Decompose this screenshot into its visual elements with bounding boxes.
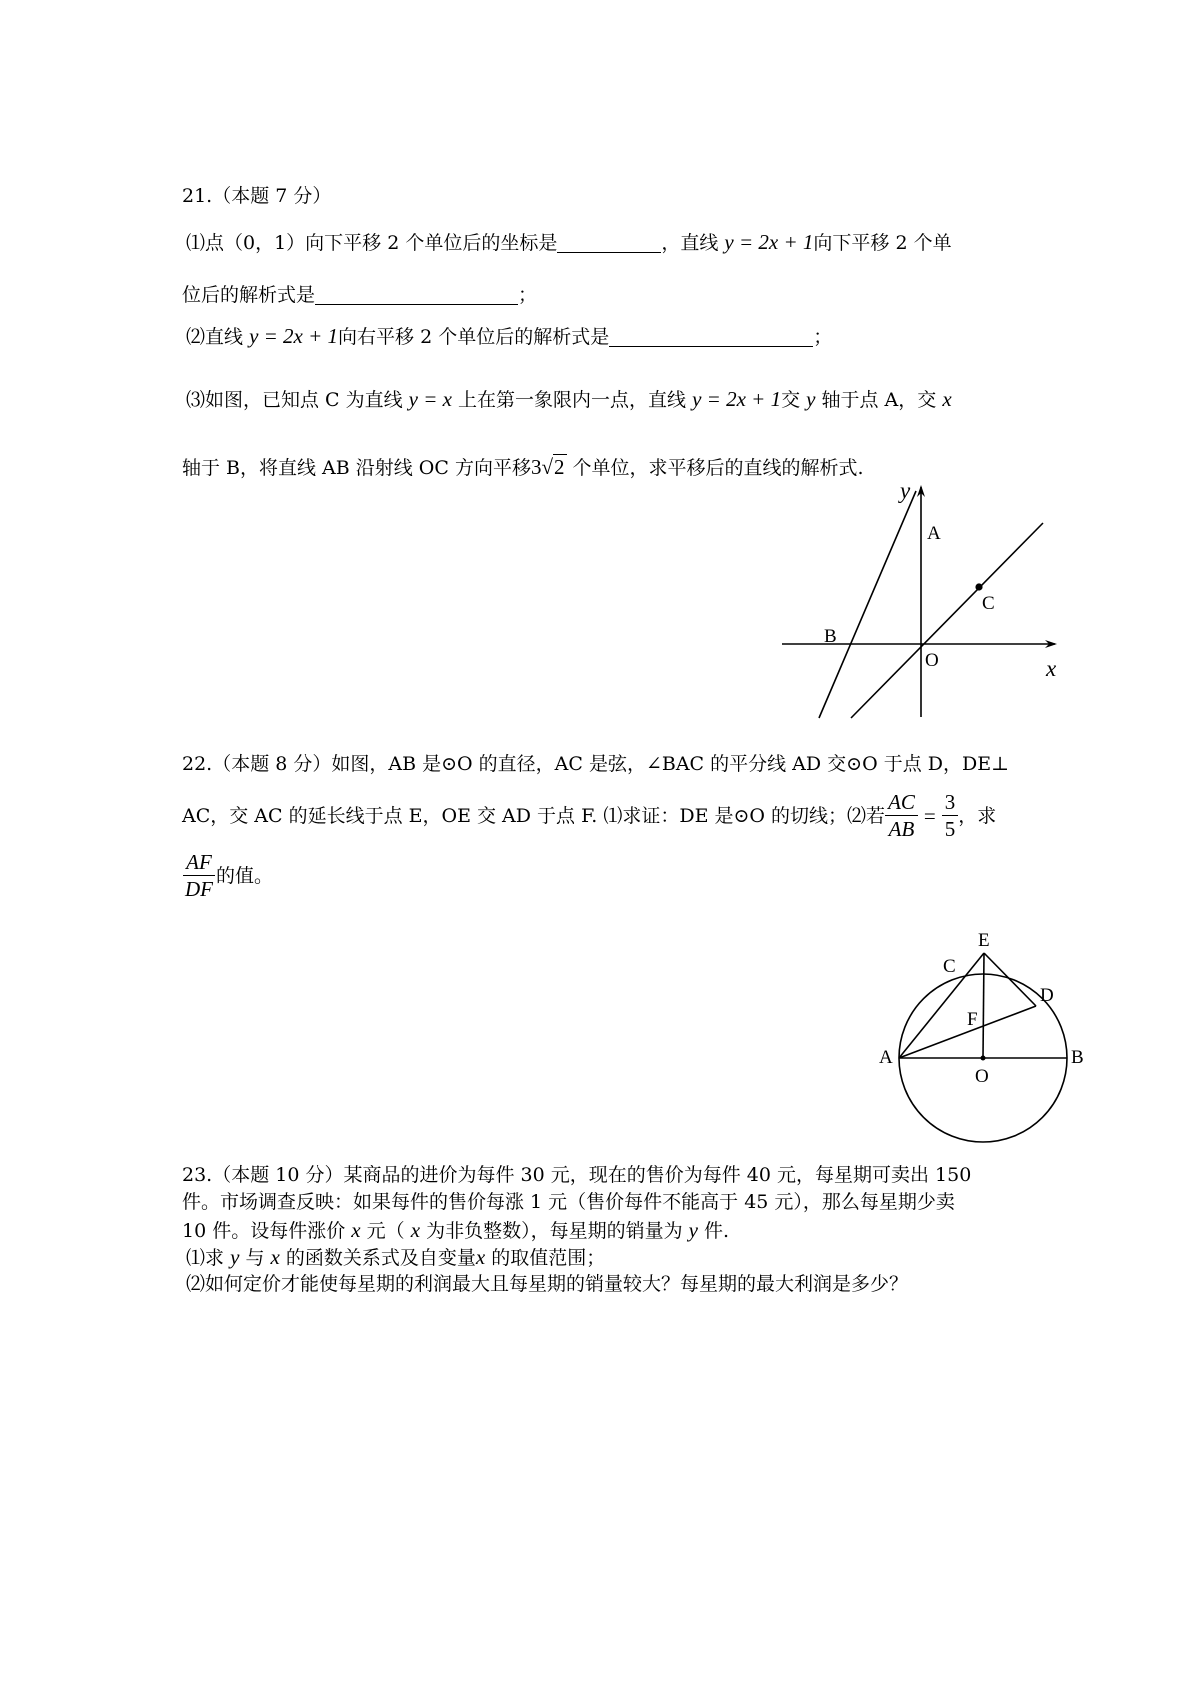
q22-equals: = — [923, 803, 936, 828]
q23-line2: 件。市场调查反映：如果每件的售价每涨 1 元（售价每件不能高于 45 元），那么每星期少卖 — [182, 1191, 955, 1213]
q23-part1 — [186, 1247, 605, 1268]
q21-p1-text-a: ⑴点（0，1）向下平移 2 个单位后的坐标是 — [186, 232, 558, 254]
q23-l3-text-a: 10 件。设每件涨价 — [182, 1220, 346, 1242]
q22-line2 — [182, 792, 996, 840]
q21-p2-end: ； — [813, 326, 833, 348]
q21-p3-text-d: 轴于点 A，交 — [821, 389, 937, 411]
q22-fraction-af-df — [182, 852, 216, 900]
q23-part2: ⑵如何定价才能使每星期的利润最大且每星期的销量较大？每星期的最大利润是多少？ — [186, 1273, 909, 1295]
q23-l3-var-x: x — [351, 1218, 361, 1242]
q22-frac3-numerator: AF — [183, 852, 215, 876]
q21-p3-text-e: 轴于 B，将直线 AB 沿射线 OC 方向平移 — [182, 457, 531, 479]
q23-line3 — [182, 1220, 729, 1241]
point-c-label: C — [982, 593, 995, 614]
q21-p2-text-b: 向右平移 2 个单位后的解析式是 — [338, 326, 610, 348]
segment-oe — [983, 953, 984, 1058]
q22-text-a: AC，交 AC 的延长线于点 E，OE 交 AD 于点 F. ⑴求证：DE 是⊙O 的切线；⑵若 — [182, 804, 886, 827]
q22-fraction-3-5 — [942, 792, 959, 840]
point-c-dot — [975, 583, 982, 590]
q21-p3-text-f: 个单位，求平移后的直线的解析式. — [572, 457, 864, 479]
point-c-label: C — [943, 956, 956, 977]
point-o-dot — [981, 1056, 986, 1061]
y-axis-label: y — [900, 478, 911, 503]
q23-l4-text-a: ⑴求 — [186, 1247, 225, 1269]
q23-l4-text-d: 的取值范围； — [491, 1247, 606, 1269]
point-f-label: F — [967, 1009, 978, 1030]
q22-line1: 22.（本题 8 分）如图，AB 是⊙O 的直径，AC 是弦，∠BAC 的平分线 AD 交⊙O 于点 D，DE⊥ — [182, 753, 1009, 775]
q23-l4-var-x: x — [270, 1245, 280, 1269]
q21-answer-blank-2[interactable] — [315, 284, 518, 305]
q23-l4-var-x2: x — [475, 1245, 486, 1269]
q22-text-c: 的值。 — [216, 864, 274, 887]
q22-frac2-denominator: 5 — [944, 817, 956, 841]
point-d-label: D — [1040, 985, 1054, 1006]
q21-figure — [770, 475, 1070, 730]
q23-l4-text-c: 的函数关系式及自变量 — [285, 1247, 476, 1269]
q21-part1-line1 — [186, 232, 952, 253]
q21-p3-sqrt: √2 — [541, 455, 565, 479]
q21-part3-line2 — [182, 457, 864, 478]
q21-p3-text-a: ⑶如图，已知点 C 为直线 — [186, 389, 403, 411]
q21-p1-end: ； — [518, 284, 538, 306]
point-e-label: E — [978, 930, 990, 951]
q21-p3-radicand: 2 — [554, 455, 565, 479]
segment-ed — [984, 953, 1036, 1006]
x-axis-label: x — [1046, 656, 1057, 681]
q21-p2-equation: y = 2x + 1 — [249, 324, 339, 348]
line-ab — [819, 491, 916, 718]
q21-p3-equation-1: y = x — [408, 387, 452, 411]
point-o-label: O — [925, 650, 939, 671]
q21-answer-blank-3[interactable] — [609, 326, 813, 347]
q21-p3-coefficient: 3 — [530, 455, 542, 479]
q22-frac1-numerator: AC — [885, 792, 918, 816]
point-o-label: O — [975, 1066, 989, 1087]
q23-l4-var-y: y — [230, 1245, 240, 1269]
q21-p1-text-b: ，直线 — [661, 232, 719, 254]
q21-p1-text-c: 向下平移 2 个单 — [813, 232, 952, 254]
q22-fraction-ac-ab — [885, 792, 918, 840]
q21-p3-text-c: 交 — [781, 389, 801, 411]
q21-p1-equation: y = 2x + 1 — [724, 230, 814, 254]
q23-l3-text-d: 件. — [704, 1220, 730, 1242]
q21-p3-equation-2: y = 2x + 1 — [692, 387, 782, 411]
point-a-label: A — [879, 1047, 893, 1068]
q22-frac3-denominator: DF — [185, 877, 213, 901]
q23-l4-text-b: 与 — [245, 1247, 265, 1269]
q21-p3-var-y: y — [806, 387, 816, 411]
q21-part2 — [186, 326, 832, 347]
q22-text-b: ，求 — [958, 804, 997, 827]
q23-l3-var-x2: x — [410, 1218, 421, 1242]
point-b-label: B — [824, 626, 837, 647]
q22-line3 — [182, 852, 273, 900]
q21-part1-line2 — [182, 284, 537, 305]
q21-answer-blank-1[interactable] — [557, 232, 661, 253]
q21-heading: 21.（本题 7 分） — [182, 185, 332, 207]
q23-l3-text-b: 元（ — [366, 1220, 405, 1242]
q22-figure — [875, 928, 1100, 1148]
q21-p1-text-d: 位后的解析式是 — [182, 284, 316, 306]
q22-frac2-numerator: 3 — [942, 792, 959, 816]
q21-p3-text-b: 上在第一象限内一点，直线 — [458, 389, 687, 411]
q21-part3-line1 — [186, 389, 952, 410]
q23-l3-var-y: y — [688, 1218, 698, 1242]
q21-p2-text-a: ⑵直线 — [186, 326, 244, 348]
q22-frac1-denominator: AB — [888, 817, 915, 841]
point-a-label: A — [927, 523, 941, 544]
q23-line1: 23.（本题 10 分）某商品的进价为每件 30 元，现在的售价为每件 40 元，每星期可卖出 150 — [182, 1164, 972, 1186]
q23-l3-text-c: 为非负整数），每星期的销量为 — [426, 1220, 683, 1242]
line-oc — [851, 523, 1043, 718]
point-b-label: B — [1071, 1047, 1084, 1068]
q21-p3-var-x: x — [942, 387, 952, 411]
